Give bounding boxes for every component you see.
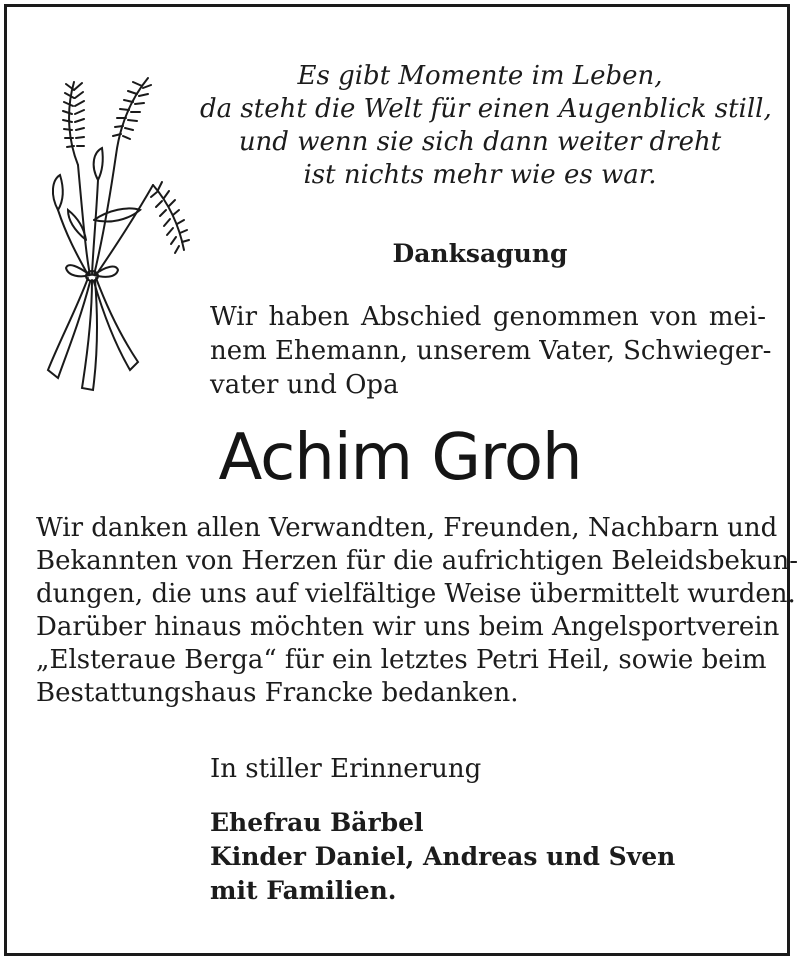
body-line: Bestattungshaus Francke bedanken. <box>36 678 519 708</box>
intro-paragraph <box>210 300 772 402</box>
signature-line: mit Familien. <box>210 876 397 905</box>
body-line: Darüber hinaus möchten wir uns beim Angelsportverein <box>36 612 780 642</box>
intro-line: nem Ehemann, unserem Vater, Schwieger- <box>210 336 772 366</box>
thanks-paragraph <box>36 512 798 710</box>
body-line: dungen, die uns auf vielfältige Weise übermittelt wurden. <box>36 579 796 609</box>
signature-line: Ehefrau Bärbel <box>210 808 424 837</box>
body-line: Bekannten von Herzen für die aufrichtigen Beleidsbekun- <box>36 546 798 576</box>
intro-line: Wir haben Abschied genommen von mei- <box>210 302 766 332</box>
poem-line: da steht die Welt für einen Augenblick still, <box>200 94 772 124</box>
poem-line: und wenn sie sich dann weiter dreht <box>238 127 722 157</box>
poem-verse <box>200 60 772 192</box>
deceased-name: Achim Groh <box>218 421 582 495</box>
poem-line: ist nichts mehr wie es war. <box>303 160 657 190</box>
body-line: „Elsteraue Berga“ für ein letztes Petri Heil, sowie beim <box>36 645 767 675</box>
heading-danksagung: Danksagung <box>392 239 568 268</box>
signature-line: Kinder Daniel, Andreas und Sven <box>210 842 676 871</box>
poem-line: Es gibt Momente im Leben, <box>297 61 663 91</box>
intro-line: vater und Opa <box>210 370 399 400</box>
signature-block <box>210 806 675 908</box>
closing-phrase: In stiller Erinnerung <box>210 754 482 784</box>
wheat-bouquet-icon <box>38 70 198 400</box>
body-line: Wir danken allen Verwandten, Freunden, Nachbarn und <box>36 513 778 543</box>
